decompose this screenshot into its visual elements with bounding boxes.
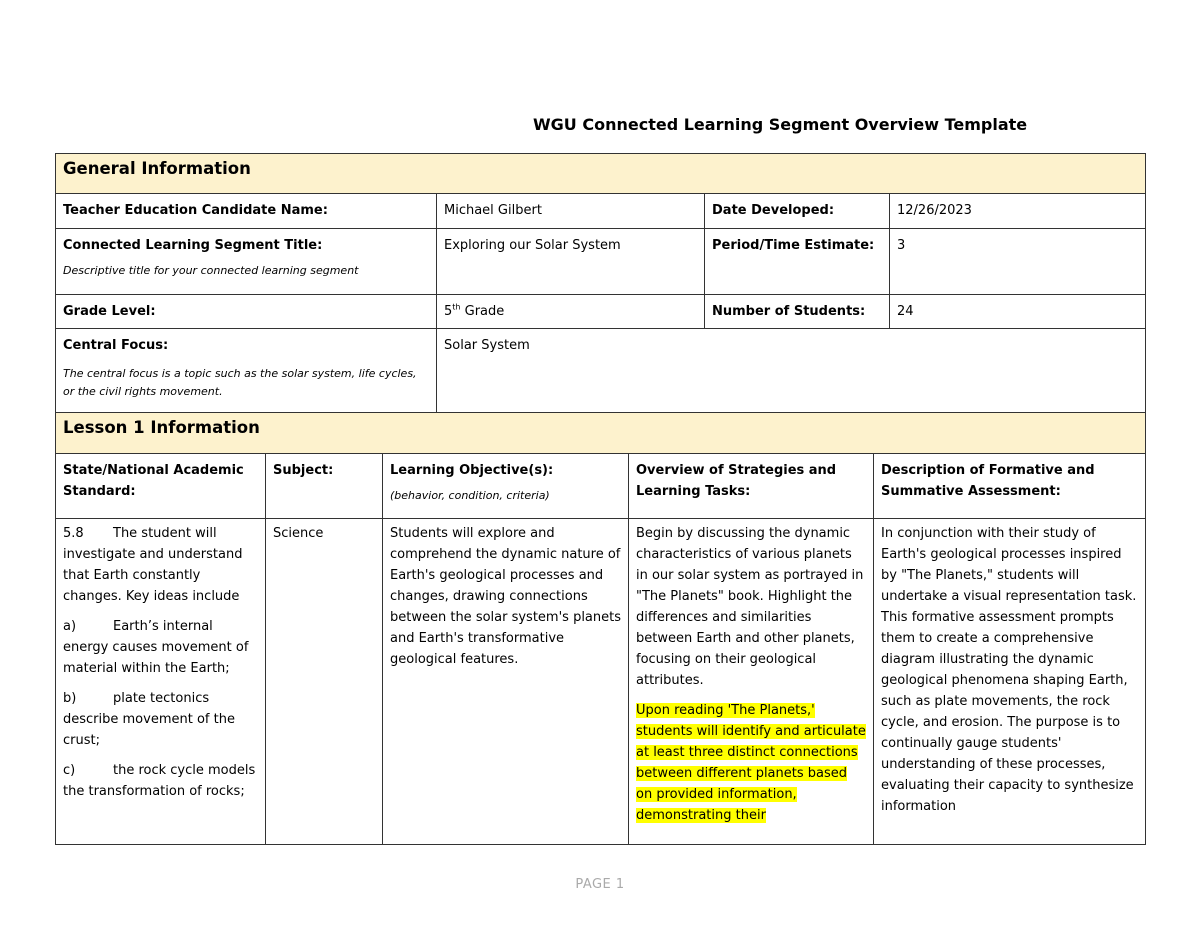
- number-of-students-label: Number of Students:: [705, 295, 890, 329]
- objective-column-note: (behavior, condition, criteria): [390, 489, 550, 502]
- subject-column-header: Subject:: [266, 454, 383, 519]
- lesson-1-header: Lesson 1 Information: [56, 413, 1146, 454]
- standard-item-c: c) the rock cycle models the transformation of rocks;: [63, 763, 256, 799]
- strategies-cell: [629, 519, 874, 845]
- teacher-name-value: Michael Gilbert: [437, 194, 705, 229]
- strategies-paragraph-2: [636, 700, 866, 826]
- assessment-column-header: Description of Formative and Summative Assessment:: [874, 454, 1146, 519]
- standard-cell: [56, 519, 266, 845]
- central-focus-cell: [56, 329, 437, 413]
- date-developed-value: 12/26/2023: [890, 194, 1146, 229]
- general-information-table: [55, 153, 1146, 413]
- highlighted-text: Upon reading 'The Planets,' students will identify and articulate at least three distinct connections between different planets based on provided information, demonstrating their: [636, 703, 866, 823]
- objective-cell: Students will explore and comprehend the dynamic nature of Earth's geological processes and changes, drawing connections between the solar system's planets and Earth's transformative geological features.: [383, 519, 629, 845]
- date-developed-label: Date Developed:: [705, 194, 890, 229]
- document-title: WGU Connected Learning Segment Overview Template: [533, 115, 1028, 134]
- standard-column-header: State/National Academic Standard:: [56, 454, 266, 519]
- page-number: PAGE 1: [575, 877, 625, 892]
- central-focus-value: Solar System: [437, 329, 1146, 413]
- period-estimate-value: 3: [890, 229, 1146, 295]
- segment-title-cell: [56, 229, 437, 295]
- central-focus-label: Central Focus:: [63, 338, 169, 353]
- strategies-paragraph-1: Begin by discussing the dynamic characteristics of various planets in our solar system as portrayed in "The Planets" book. Highlight the differences and similarities between Earth and other planets, focusing on their geological attributes.: [636, 526, 864, 688]
- number-of-students-value: 24: [890, 295, 1146, 329]
- segment-title-value: Exploring our Solar System: [437, 229, 705, 295]
- segment-title-note: Descriptive title for your connected learning segment: [63, 264, 359, 277]
- strategies-column-header: Overview of Strategies and Learning Tasks:: [629, 454, 874, 519]
- standard-item-a: a) Earth’s internal energy causes movement of material within the Earth;: [63, 619, 249, 676]
- subject-cell: Science: [266, 519, 383, 845]
- grade-level-value: 5th Grade: [437, 295, 705, 329]
- grade-level-label: Grade Level:: [56, 295, 437, 329]
- period-estimate-label: Period/Time Estimate:: [705, 229, 890, 295]
- central-focus-note: The central focus is a topic such as the solar system, life cycles, or the civil rights movement.: [63, 367, 417, 398]
- teacher-name-label: Teacher Education Candidate Name:: [56, 194, 437, 229]
- assessment-cell: In conjunction with their study of Earth's geological processes inspired by "The Planets," students will undertake a visual representation task. This formative assessment prompts them to create a comprehensive diagram illustrating the dynamic geological phenomena shaping Earth, such as plate movements, the rock cycle, and erosion. The purpose is to continually gauge students' understanding of these processes, evaluating their capacity to synthesize information: [874, 519, 1146, 845]
- segment-title-label: Connected Learning Segment Title:: [63, 238, 323, 253]
- lesson-1-information-table: [55, 412, 1146, 845]
- general-information-header: General Information: [56, 154, 1146, 194]
- standard-intro: 5.8 The student will investigate and understand that Earth constantly changes. Key ideas include: [63, 526, 243, 604]
- standard-item-b: b) plate tectonics describe movement of the crust;: [63, 691, 235, 748]
- objective-column-header: Learning Objective(s): (behavior, condition, criteria): [383, 454, 629, 519]
